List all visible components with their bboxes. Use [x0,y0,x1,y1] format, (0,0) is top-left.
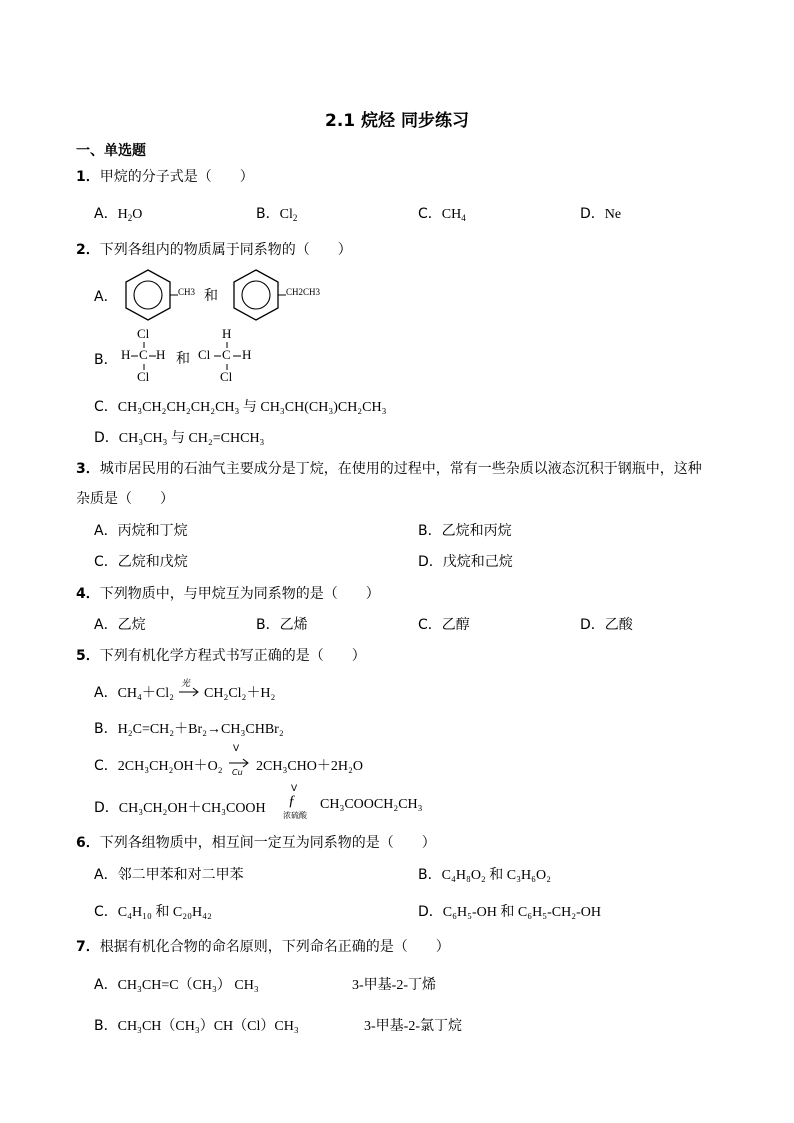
option-label: C． [418,206,442,222]
q2-b-structure-2 [196,326,256,386]
q2-option-c[interactable] [94,396,387,416]
q6-option-c[interactable] [94,901,212,921]
question-stem: 根据有机化合物的命名原则，下列命名正确的是（ ） [99,939,450,955]
formula: C₄H₁₀ 和 C₂₀H₄₂ [117,905,212,920]
q3-option-a[interactable]: A．丙烷和丁烷 [94,523,188,539]
formula-sub: 2 [292,213,298,223]
option-label: C． [94,758,118,774]
q6-option-d[interactable] [418,901,601,921]
formula: CH₃CH=C（CH₃） CH₃ [117,978,259,993]
q2-option-a-label[interactable]: A． [94,289,118,305]
benzene-ring [126,270,170,320]
option-label: D． [94,800,119,816]
ethylbenzene-structure [234,270,286,320]
atom: H [242,347,252,362]
q6-option-b[interactable] [418,864,551,884]
formula: H [117,207,128,222]
option-label: C． [94,399,118,415]
atom: C [139,347,148,362]
q4-option-d[interactable]: D．乙酸 [580,617,633,633]
formula: C₆H₅-OH 和 C₆H₅-CH₂-OH [442,905,601,920]
option-label: B． [418,867,442,883]
atom: H [121,347,131,362]
question-4 [76,583,380,603]
equilibrium-mark: ƒ [288,793,296,809]
question-number: 1． [76,169,100,185]
q4-option-b[interactable]: B．乙烯 [256,617,308,633]
q1-option-d[interactable] [580,203,621,223]
page-title: 2.1 烷烃 同步练习 [325,111,469,131]
question-3-line2: 杂质是（ ） [76,491,174,507]
q7-option-b[interactable] [94,1015,299,1035]
option-label: D． [94,430,119,446]
question-stem: 甲烷的分子式是（ ） [99,169,254,185]
formula: CH₃CH（CH₃）CH（Cl）CH₃ [117,1019,299,1034]
question-5 [76,645,366,665]
q3-option-c[interactable]: C．乙烷和戊烷 [94,554,188,570]
q5-option-b[interactable] [94,718,284,738]
q7-option-a[interactable] [94,974,259,994]
option-label: B． [94,721,118,737]
formula: CH₃CH₃ 与 CH₂=CHCH₃ [118,431,265,446]
option-label: A． [94,977,118,993]
question-stem: 下列各组物质中，相互间一定互为同系物的是（ ） [99,835,436,851]
and-label: 和 [176,351,190,367]
question-stem: 城市居民用的石油气主要成分是丁烷，在使用的过程中，常有一些杂质以液态沉积于钢瓶中，这种 [99,461,702,477]
q1-option-b[interactable] [256,203,297,223]
q3-option-d[interactable]: D．戊烷和己烷 [418,554,513,570]
q2-option-b-label[interactable]: B． [94,352,118,368]
heat-mark: V [291,784,298,794]
ethyl-label: CH2CH3 [286,287,321,297]
q2-option-d[interactable] [94,427,264,447]
question-number: 3． [76,461,100,477]
q5-d-products: CH₃COOCH₂CH₃ [320,797,423,812]
heat-mark: V [233,744,240,754]
formula: O [132,207,143,222]
q7-a-name: 3-甲基-2-丁烯 [352,978,436,993]
formula: CH₃CH₂OH＋CH₃COOH [118,801,266,816]
formula: CH₄＋Cl₂ [117,686,175,701]
question-7 [76,936,450,956]
option-label: B． [94,1018,118,1034]
question-6 [76,832,436,852]
question-2 [76,239,352,259]
and-label: 和 [204,288,218,304]
q5-option-d[interactable] [94,797,266,817]
toluene-structure [126,270,178,320]
question-number: 2． [76,242,100,258]
q1-option-c[interactable] [418,203,466,223]
atom: Cl [137,326,150,341]
formula-sub: 2 [127,213,133,223]
option-label: D． [580,206,605,222]
formula: H₂C=CH₂＋Br₂→CH₃CHBr₂ [117,722,284,737]
q2-b-structure-1 [118,326,166,386]
question-1 [76,166,254,186]
benzene-ring [234,270,278,320]
question-number: 6． [76,835,100,851]
formula: Cl [279,207,293,222]
question-stem: 下列物质中，与甲烷互为同系物的是（ ） [99,586,380,602]
light-condition: 光 [181,679,191,689]
section-heading: 一、单选题 [76,143,146,159]
q5-a-products: CH₂Cl₂＋H₂ [204,686,276,701]
aromatic-circle [134,281,162,309]
question-3 [76,458,702,478]
q5-option-c[interactable] [94,755,223,775]
option-label: C． [94,904,118,920]
q1-option-a[interactable] [94,203,142,223]
q5-c-products: 2CH₃CHO＋2H₂O [256,759,363,774]
q7-b-name: 3-甲基-2-氯丁烷 [364,1019,462,1034]
atom: Cl [198,347,211,362]
option-label: A． [94,206,118,222]
question-stem: 下列有机化学方程式书写正确的是（ ） [99,648,366,664]
formula: Ne [604,207,622,222]
option-label: A． [94,685,118,701]
aromatic-circle [242,281,270,309]
catalyst-label: 浓硫酸 [283,811,307,820]
q4-option-a[interactable]: A．乙烷 [94,617,146,633]
q6-option-a[interactable]: A．邻二甲苯和对二甲苯 [94,867,244,883]
q5-option-a[interactable] [94,682,174,702]
atom: C [222,347,231,362]
catalyst-label: Cu [232,768,243,777]
formula: CH₃CH₂CH₂CH₂CH₃ 与 CH₃CH(CH₃)CH₂CH₃ [117,400,387,415]
formula: CH [441,207,462,222]
question-number: 4． [76,586,100,602]
option-label: B． [256,206,280,222]
formula: C₄H₈O₂ 和 C₃H₆O₂ [441,868,552,883]
question-number: 5． [76,648,100,664]
atom: Cl [220,369,233,384]
option-label: D． [418,904,443,920]
atom: H [222,326,232,341]
arrow-icon [178,684,200,698]
q3-option-b[interactable]: B．乙烷和丙烷 [418,523,512,539]
formula: 2CH₃CH₂OH＋O₂ [117,759,223,774]
question-number: 7． [76,939,100,955]
methyl-label: CH3 [178,287,196,297]
formula-sub: 4 [461,213,466,223]
q4-option-c[interactable]: C．乙醇 [418,617,470,633]
atom: H [156,347,166,362]
question-stem: 下列各组内的物质属于同系物的（ ） [99,242,352,258]
atom: Cl [137,369,150,384]
